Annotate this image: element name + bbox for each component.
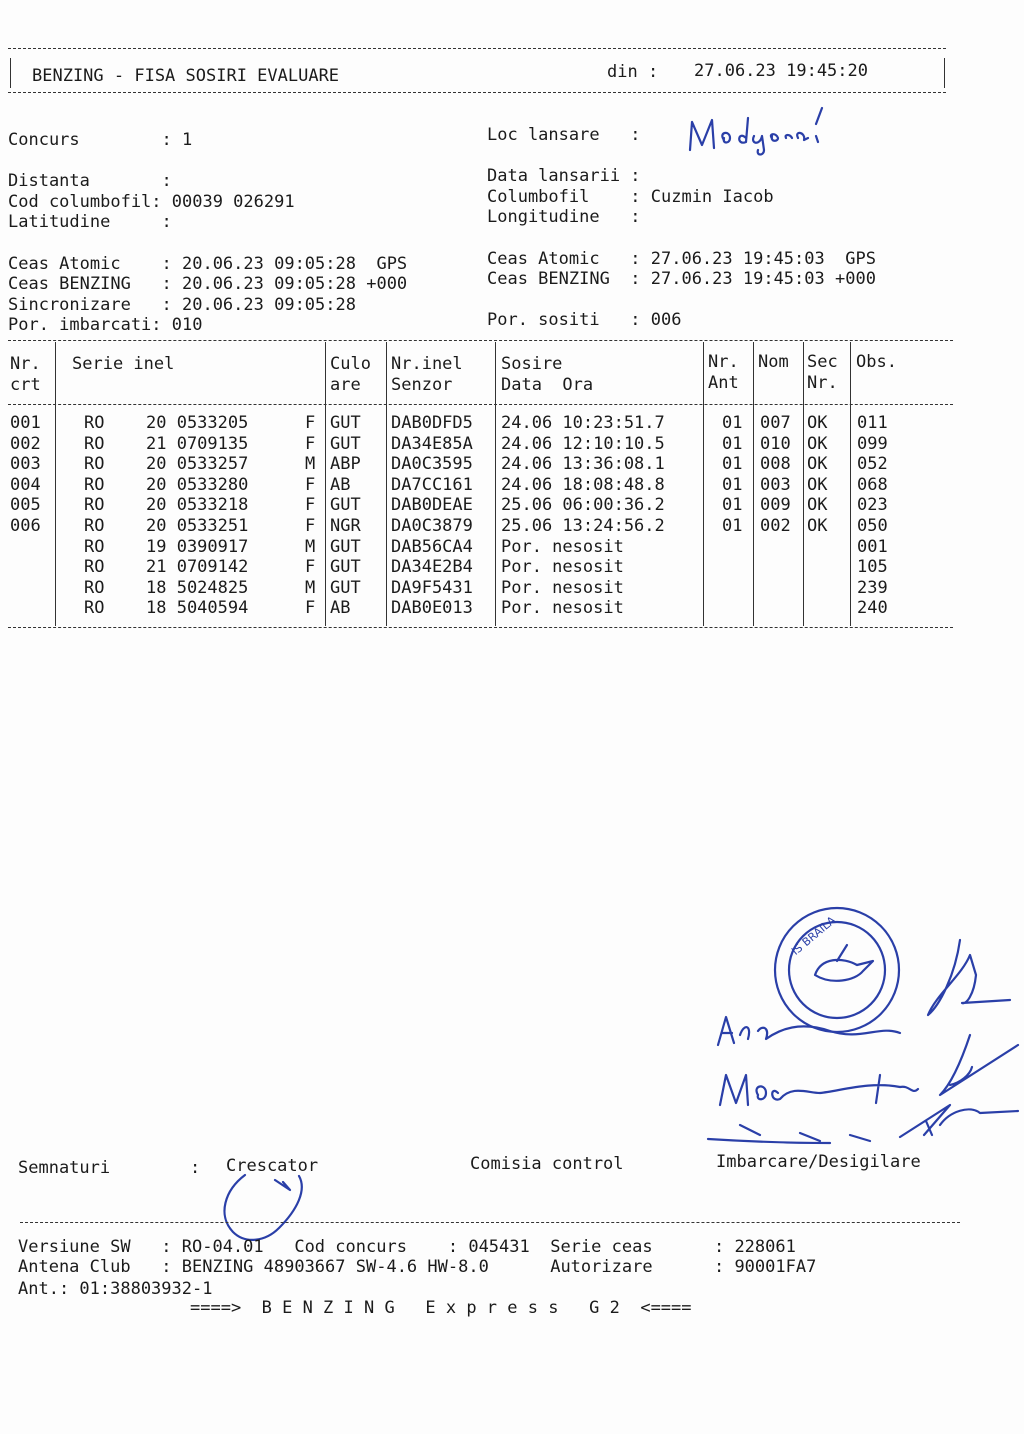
info-right-line: Data lansarii :: [487, 166, 641, 187]
row-sec: OK: [807, 516, 828, 536]
row-country: RO: [84, 454, 105, 475]
commission-signatures: [700, 935, 1020, 1155]
header-left-border: [10, 58, 11, 88]
row-ring-serial: 20 0533280: [146, 474, 249, 495]
row-ring-serial: 18 5040594: [146, 598, 249, 619]
info-left-line: Sincronizare : 20.06.23 09:05:28: [8, 294, 356, 315]
row-arrival: 24.06 13:36:08.1: [501, 454, 665, 475]
row-obs: 001: [857, 536, 888, 557]
row-sensor: DAB56CA4: [391, 536, 473, 557]
row-nr: 002: [10, 433, 41, 454]
col-divider: [753, 342, 754, 626]
row-country: RO: [84, 557, 105, 578]
header-culoare: Culo are: [330, 354, 371, 395]
row-obs: 011: [857, 413, 888, 433]
row-nom: 010: [760, 433, 791, 454]
row-sensor: DAB0DEAE: [391, 495, 473, 516]
info-right-line: Columbofil : Cuzmin Iacob: [487, 186, 774, 207]
row-antenna: 01: [722, 433, 743, 454]
row-sex: M: [305, 577, 316, 598]
row-color: AB: [330, 474, 351, 495]
handwritten-location: [680, 100, 840, 160]
row-arrival: 24.06 18:08:48.8: [501, 474, 665, 495]
header-nr: Nr. crt: [10, 354, 41, 395]
row-sex: F: [305, 474, 316, 495]
row-sec: OK: [807, 413, 828, 433]
row-arrival: 24.06 12:10:10.5: [501, 433, 665, 454]
row-arrival: 25.06 06:00:36.2: [501, 495, 665, 516]
row-country: RO: [84, 536, 105, 557]
row-color: ABP: [330, 454, 361, 475]
row-color: NGR: [330, 516, 361, 536]
row-obs: 023: [857, 495, 888, 516]
signatures-sep: :: [190, 1158, 201, 1178]
row-sec: OK: [807, 495, 828, 516]
row-ring-serial: 19 0390917: [146, 536, 249, 557]
row-color: GUT: [330, 413, 361, 433]
header-bottom-border: [8, 92, 946, 93]
info-left-line: Latitudine :: [8, 212, 172, 233]
table-header-border: [8, 404, 953, 405]
footer-line-2: Antena Club : BENZING 48903667 SW-4.6 HW-8.0 Autorizare : 90001FA7: [18, 1257, 817, 1277]
row-nr: 006: [10, 516, 41, 536]
row-obs: 099: [857, 433, 888, 454]
col-divider: [495, 342, 496, 626]
info-right-line: Longitudine :: [487, 207, 641, 228]
row-country: RO: [84, 413, 105, 433]
header-nr-ant: Nr. Ant: [708, 352, 739, 393]
col-divider: [703, 342, 704, 626]
header-nom: Nom: [758, 352, 789, 372]
row-sex: F: [305, 495, 316, 516]
table-bottom-border: [8, 627, 953, 628]
row-antenna: 01: [722, 474, 743, 495]
row-sex: M: [305, 536, 316, 557]
row-ring-serial: 20 0533218: [146, 495, 249, 516]
info-left-line: Por. imbarcati: 010: [8, 315, 203, 336]
row-antenna: 01: [722, 454, 743, 475]
header-obs: Obs.: [856, 352, 897, 372]
info-right-line: Por. sositi : 006: [487, 310, 682, 331]
row-nom: 003: [760, 474, 791, 495]
row-country: RO: [84, 598, 105, 619]
row-sex: F: [305, 557, 316, 578]
info-left-line: Cod columbofil: 00039 026291: [8, 191, 295, 212]
row-nr: 004: [10, 474, 41, 495]
crescator-label: Crescator: [226, 1156, 319, 1176]
row-country: RO: [84, 577, 105, 598]
row-obs: 068: [857, 474, 888, 495]
header-right-border: [944, 58, 945, 88]
info-right-line: Loc lansare :: [487, 125, 641, 145]
row-arrival: Por. nesosit: [501, 598, 624, 619]
row-ring-serial: 20 0533205: [146, 413, 249, 433]
row-color: GUT: [330, 536, 361, 557]
row-color: GUT: [330, 577, 361, 598]
row-color: GUT: [330, 433, 361, 454]
row-sex: F: [305, 413, 316, 433]
row-obs: 105: [857, 557, 888, 578]
info-right-line: Ceas Atomic : 27.06.23 19:45:03 GPS: [487, 248, 876, 269]
row-country: RO: [84, 516, 105, 536]
stamp-text: IS BRAILA: [789, 913, 839, 958]
col-divider: [325, 342, 326, 626]
row-antenna: 01: [722, 495, 743, 516]
row-nr: 005: [10, 495, 41, 516]
row-obs: 239: [857, 577, 888, 598]
header-top-border: [8, 48, 946, 49]
row-nom: 008: [760, 454, 791, 475]
page-title: BENZING - FISA SOSIRI EVALUARE: [32, 66, 340, 86]
row-sex: F: [305, 433, 316, 454]
row-arrival: 25.06 13:24:56.2: [501, 516, 665, 536]
col-divider: [55, 342, 56, 626]
row-ring-serial: 20 0533257: [146, 454, 249, 475]
row-ring-serial: 18 5024825: [146, 577, 249, 598]
imbarcare-label: Imbarcare/Desigilare: [716, 1152, 921, 1172]
table-top-border: [8, 340, 953, 341]
row-sex: M: [305, 454, 316, 475]
footer-line-1: Versiune SW : RO-04.01 Cod concurs : 045431 Serie ceas : 228061: [18, 1237, 796, 1257]
row-obs: 050: [857, 516, 888, 536]
header-serie: Serie inel: [72, 354, 175, 374]
row-sec: OK: [807, 454, 828, 475]
row-color: GUT: [330, 557, 361, 578]
row-country: RO: [84, 474, 105, 495]
row-sex: F: [305, 516, 316, 536]
row-nom: 009: [760, 495, 791, 516]
row-color: AB: [330, 598, 351, 619]
header-sosire: Sosire Data Ora: [501, 354, 594, 395]
row-ring-serial: 21 0709142: [146, 557, 249, 578]
row-color: GUT: [330, 495, 361, 516]
col-divider: [850, 342, 851, 626]
footer-line-4: ====> B E N Z I N G E x p r e s s G 2 <====: [190, 1298, 692, 1318]
row-arrival: Por. nesosit: [501, 557, 624, 578]
row-antenna: 01: [722, 516, 743, 536]
row-sec: OK: [807, 474, 828, 495]
info-left-line: Concurs : 1: [8, 130, 193, 150]
signatures-label: Semnaturi: [18, 1158, 111, 1178]
row-arrival: Por. nesosit: [501, 577, 624, 598]
col-divider: [386, 342, 387, 626]
row-sex: F: [305, 598, 316, 619]
row-sensor: DA34E2B4: [391, 557, 473, 578]
row-sensor: DA0C3879: [391, 516, 473, 536]
row-obs: 052: [857, 454, 888, 475]
row-sensor: DA34E85A: [391, 433, 473, 454]
row-sensor: DAB0DFD5: [391, 413, 473, 433]
footer-line-3: Ant.: 01:38803932-1: [18, 1279, 213, 1299]
row-nr: 001: [10, 413, 41, 433]
info-left-line: Ceas Atomic : 20.06.23 09:05:28 GPS: [8, 253, 408, 274]
row-arrival: 24.06 10:23:51.7: [501, 413, 665, 433]
info-right-line: Ceas BENZING : 27.06.23 19:45:03 +000: [487, 269, 876, 290]
row-country: RO: [84, 433, 105, 454]
row-nom: 007: [760, 413, 791, 433]
row-sec: OK: [807, 433, 828, 454]
row-sensor: DA7CC161: [391, 474, 473, 495]
info-left-line: Ceas BENZING : 20.06.23 09:05:28 +000: [8, 274, 408, 295]
date-value: 27.06.23 19:45:20: [694, 61, 868, 81]
row-ring-serial: 21 0709135: [146, 433, 249, 454]
row-nr: 003: [10, 454, 41, 475]
comisia-label: Comisia control: [470, 1154, 624, 1174]
row-ring-serial: 20 0533251: [146, 516, 249, 536]
row-sensor: DAB0E013: [391, 598, 473, 619]
row-arrival: Por. nesosit: [501, 536, 624, 557]
row-nom: 002: [760, 516, 791, 536]
header-inel-senzor: Nr.inel Senzor: [391, 354, 463, 395]
date-label: din :: [607, 62, 659, 82]
row-sensor: DA0C3595: [391, 454, 473, 475]
footer-border: [20, 1222, 960, 1223]
row-sensor: DA9F5431: [391, 577, 473, 598]
row-antenna: 01: [722, 413, 743, 433]
header-sec: Sec Nr.: [807, 352, 838, 393]
col-divider: [803, 342, 804, 626]
row-country: RO: [84, 495, 105, 516]
row-obs: 240: [857, 598, 888, 619]
info-left-line: Distanta :: [8, 171, 172, 192]
